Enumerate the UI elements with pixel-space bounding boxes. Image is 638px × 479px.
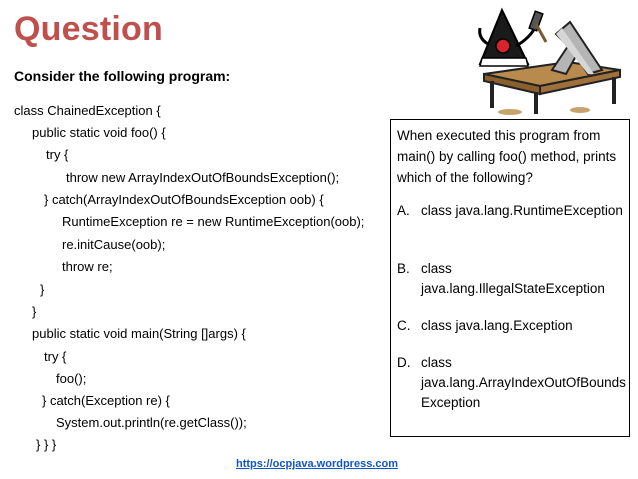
footer-link[interactable]: https://ocpjava.wordpress.com bbox=[236, 458, 398, 470]
option-text: class java.lang.Exception bbox=[421, 318, 573, 333]
code-line: System.out.println(re.getClass()); bbox=[56, 415, 247, 430]
code-line: class ChainedException { bbox=[14, 103, 161, 118]
code-line: foo(); bbox=[56, 371, 87, 386]
option-label: A. bbox=[397, 203, 410, 218]
option-label: C. bbox=[397, 318, 411, 333]
code-line: re.initCause(oob); bbox=[62, 237, 166, 252]
option-text: class java.lang.RuntimeException bbox=[421, 203, 623, 218]
question-text: When executed this program from main() by calling foo() method, prints which of the following? bbox=[397, 128, 617, 185]
option-text: class java.lang.ArrayIndexOutOfBoundsException bbox=[421, 355, 626, 410]
page-subtitle: Consider the following program: bbox=[14, 68, 231, 84]
java-duke-mascot-icon bbox=[470, 4, 628, 121]
code-line: RuntimeException re = new RuntimeException(oob); bbox=[62, 214, 365, 229]
code-line: public static void foo() { bbox=[32, 125, 166, 140]
code-line: public static void main(String []args) { bbox=[32, 326, 246, 341]
option-text: class java.lang.IllegalStateException bbox=[421, 261, 605, 296]
code-line: } catch(ArrayIndexOutOfBoundsException oob) { bbox=[44, 192, 324, 207]
code-line: } bbox=[40, 282, 45, 297]
code-line: } catch(Exception re) { bbox=[42, 393, 170, 408]
page-title: Question bbox=[14, 10, 163, 48]
code-line: throw new ArrayIndexOutOfBoundsException(); bbox=[66, 170, 340, 185]
code-line: try { bbox=[46, 147, 69, 162]
option-label: D. bbox=[397, 355, 411, 370]
code-line: throw re; bbox=[62, 259, 113, 274]
code-line: } } } bbox=[36, 437, 57, 452]
answer-box bbox=[390, 119, 630, 437]
option-label: B. bbox=[397, 261, 410, 276]
code-line: } bbox=[32, 304, 37, 319]
code-line: try { bbox=[44, 349, 67, 364]
